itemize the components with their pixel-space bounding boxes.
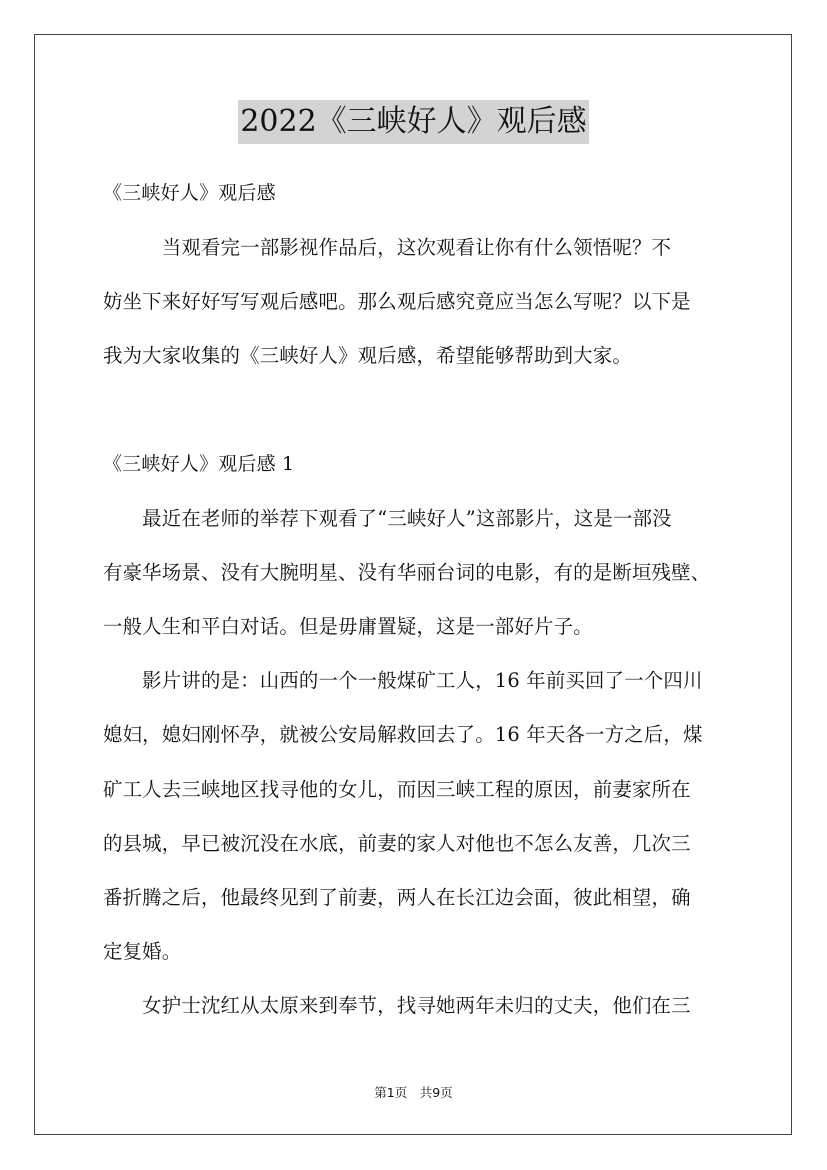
paragraph-line: 的县城，早已被沉没在水底，前妻的家人对他也不怎么友善，几次三 [103,832,691,855]
paragraph-line: 番折腾之后，他最终见到了前妻，两人在长江边会面，彼此相望，确 [103,886,691,909]
paragraph-line: 一般人生和平白对话。但是毋庸置疑，这是一部好片子。 [103,615,593,638]
section-heading-intro: 《三峡好人》观后感 [103,182,276,204]
paragraph-line: 影片讲的是：山西的一个一般煤矿工人，16 年前买回了一个四川 [103,669,703,692]
paragraph-line: 定复婚。 [103,940,182,963]
page-footer: 第1页 共9页 [374,1085,453,1100]
paragraph-line: 我为大家收集的《三峡好人》观后感，希望能够帮助到大家。 [103,344,632,367]
paragraph-line: 女护士沈红从太原来到奉节，找寻她两年未归的丈夫，他们在三 [103,994,691,1017]
title-container [0,100,827,144]
document-title: 2022《三峡好人》观后感 [238,100,588,144]
paragraph-line: 有豪华场景、没有大腕明星、没有华丽台词的电影，有的是断垣残壁、 [103,561,711,584]
section-heading-1: 《三峡好人》观后感 1 [103,453,295,475]
paragraph-line: 妨坐下来好好写写观后感吧。那么观后感究竟应当怎么写呢？以下是 [103,290,691,313]
paragraph-line: 最近在老师的举荐下观看了“三峡好人”这部影片，这是一部没 [103,507,672,530]
paragraph-line: 矿工人去三峡地区找寻他的女儿，而因三峡工程的原因，前妻家所在 [103,778,691,801]
paragraph-line: 当观看完一部影视作品后，这次观看让你有什么领悟呢？不 [103,236,672,259]
paragraph-line: 媳妇，媳妇刚怀孕，就被公安局解救回去了。16 年天各一方之后，煤 [103,723,703,746]
